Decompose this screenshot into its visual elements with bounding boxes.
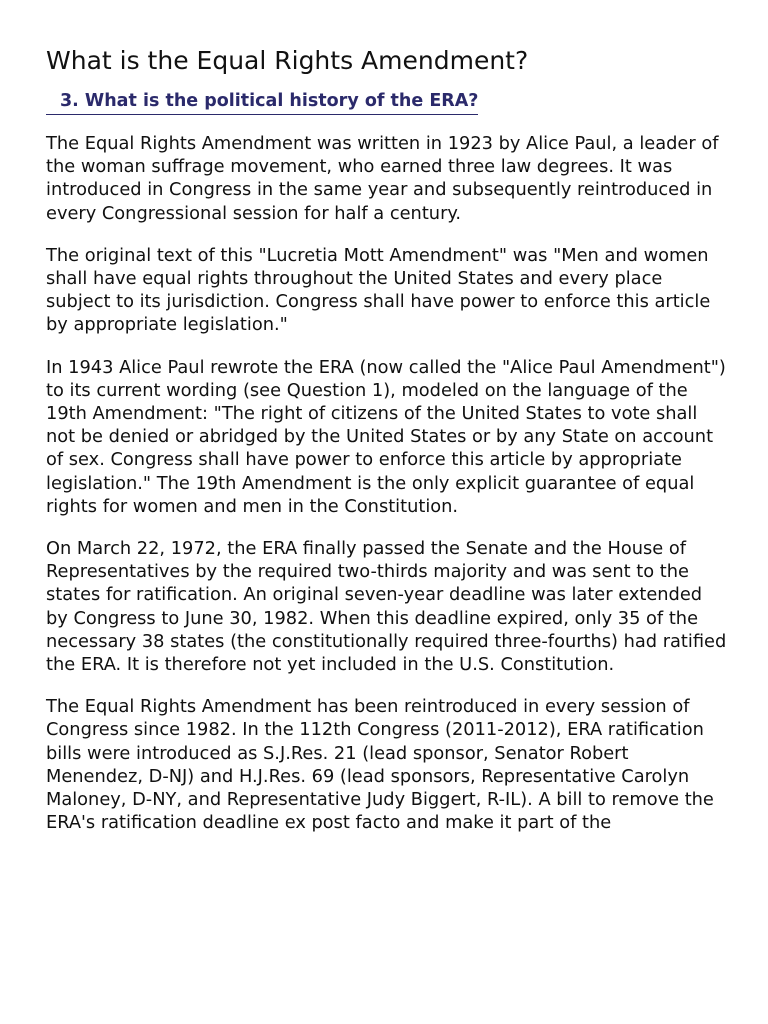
document-title: What is the Equal Rights Amendment? (46, 46, 529, 75)
section-heading-link[interactable]: 3. What is the political history of the ERA? (46, 89, 478, 115)
paragraph-5: The Equal Rights Amendment has been reintroduced in every session of Congress since 1982. In the 112th Congress (2011-2012), ERA ratification bills were introduced as S.J.Res. 21 (lead sponsor, Senator Robert Menendez, D-NJ) and H.J.Res. 69 (lead sponsors, Representative Carolyn Maloney, D-NY, and Representative Judy Biggert, R-IL). A bill to remove the ERA's ratification deadline ex post facto and make it part of the (46, 696, 714, 834)
paragraph-1: The Equal Rights Amendment was written in 1923 by Alice Paul, a leader of the woman suffrage movement, who earned three law degrees. It was introduced in Congress in the same year and subsequently reintroduced in every Congressional session for half a century. (46, 133, 719, 224)
paragraph-4: On March 22, 1972, the ERA finally passed the Senate and the House of Representatives by the required two-thirds majority and was sent to the states for ratification. An original seven-year deadline was later extended by Congress to June 30, 1982. When this deadline expired, only 35 of the necessary 38 states (the constitutionally required three-fourths) had ratified the ERA. It is therefore not yet included in the U.S. Constitution. (46, 538, 727, 676)
paragraph-2: The original text of this "Lucretia Mott Amendment" was "Men and women shall have equal rights throughout the United States and every place subject to its jurisdiction. Congress shall have power to enforce this article by appropriate legislation." (46, 244, 711, 336)
paragraph-3: In 1943 Alice Paul rewrote the ERA (now called the "Alice Paul Amendment") to its current wording (see Question 1), modeled on the language of the 19th Amendment: "The right of citizens of the United States to vote shall not be denied or abridged by the United States or by any State on account of sex. Congress shall have power to enforce this article by appropriate legislation." The 19th Amendment is the only explicit guarantee of equal rights for women and men in the Constitution. (46, 356, 726, 517)
